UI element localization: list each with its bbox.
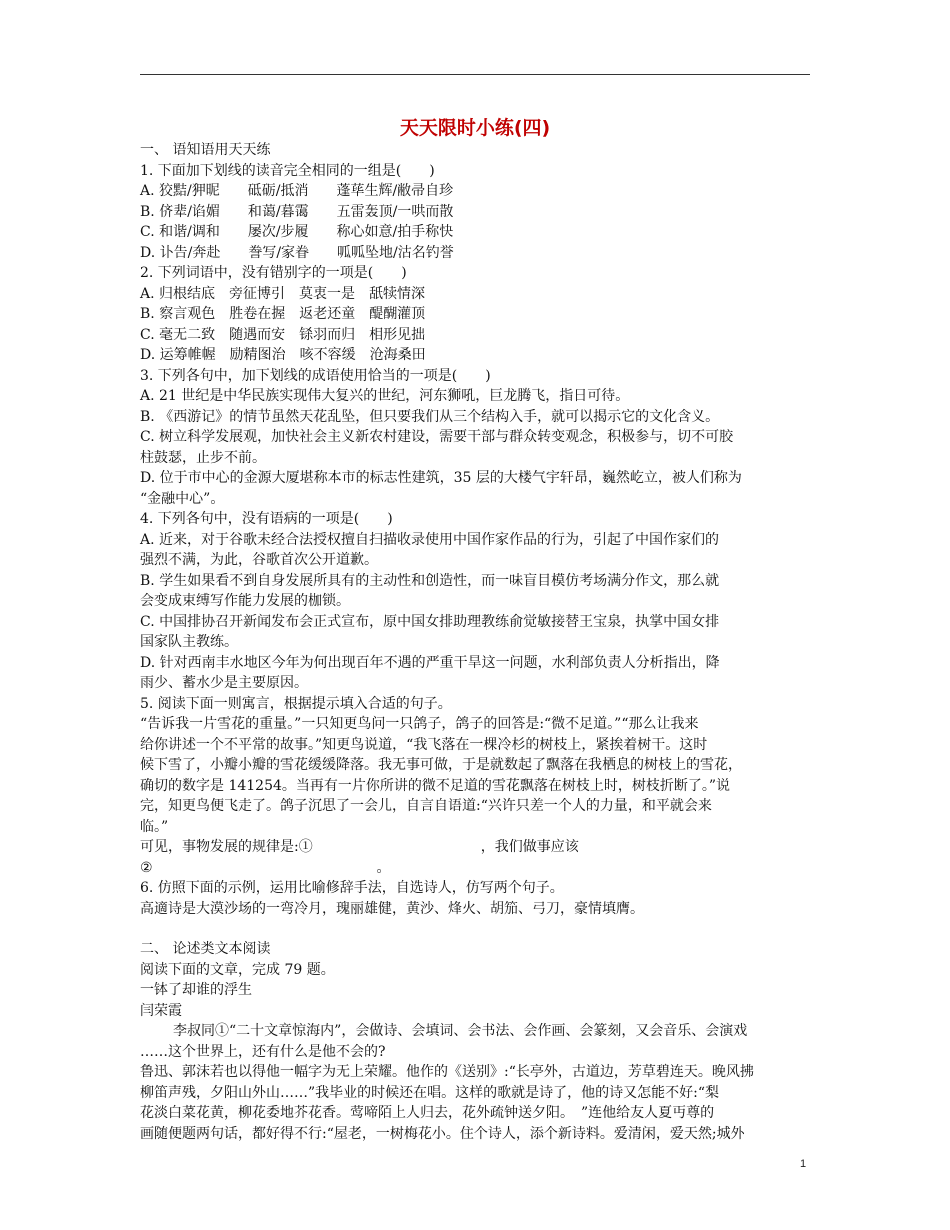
text-line: 柱鼓瑟，止步不前。 bbox=[140, 449, 266, 466]
text-line: 5. 阅读下面一则寓言，根据提示填入合适的句子。 bbox=[140, 695, 452, 712]
text-line: 雨少、蓄水少是主要原因。 bbox=[140, 675, 308, 691]
document-body bbox=[140, 140, 812, 1144]
text-line: A. 近来，对于谷歌未经合法授权擅自扫描收录使用中国作家作品的行为，引起了中国作家们的 bbox=[140, 531, 720, 548]
text-line: 会变成束缚写作能力发展的枷锁。 bbox=[140, 593, 350, 609]
text-line: 一、 语知语用天天练 bbox=[140, 142, 271, 158]
article-line: 柳笛声残，夕阳山外山……”我毕业的时候还在唱。这样的歌就是诗了，他的诗又怎能不好:“梨 bbox=[140, 1084, 720, 1101]
text-line: D. 运筹帷幄 励精图治 咳不容缓 沧海桑田 bbox=[140, 347, 426, 363]
text-line: 临。” bbox=[140, 818, 169, 835]
text-line: 强烈不满，为此，谷歌首次公开道歉。 bbox=[140, 552, 378, 568]
text-line: B. 学生如果看不到自身发展所具有的主动性和创造性，而一味盲目模仿考场满分作文，那么就 bbox=[140, 572, 720, 589]
article-line: 鲁迅、郭沫若也以得他一幅字为无上荣耀。他作的《送别》:“长亭外，古道边，芳草碧连天。晚风拂 bbox=[140, 1064, 754, 1080]
section-gap bbox=[140, 919, 812, 939]
article-body bbox=[140, 1042, 812, 1145]
text-line: C. 中国排协召开新闻发布会正式宣布，原中国女排助理教练俞觉敏接替王宝泉，执掌中国女排 bbox=[140, 613, 720, 630]
text-line: D. 针对西南丰水地区今年为何出现百年不遇的严重干旱这一问题，水利部负责人分析指出，降 bbox=[140, 654, 720, 671]
text-line: “金融中心”。 bbox=[140, 490, 225, 507]
text-line: 闫荣霞 bbox=[140, 1002, 182, 1019]
section-language-practice bbox=[140, 140, 812, 919]
text-line: A. 归根结底 旁征博引 莫衷一是 舐犊情深 bbox=[140, 285, 426, 302]
text-line: C. 和谐/调和 屡次/步履 称心如意/拍手称快 bbox=[140, 224, 454, 240]
text-line: 完，知更鸟便飞走了。鸽子沉思了一会儿，自言自语道:“兴许只差一个人的力量，和平就会来 bbox=[140, 798, 712, 814]
text-line: A. 21 世纪是中华民族实现伟大复兴的世纪，河东狮吼，巨龙腾飞，指日可待。 bbox=[140, 388, 630, 404]
text-line: 候下雪了，小瓣小瓣的雪花缓缓降落。我无事可做，于是就数起了飘落在我栖息的树枝上的雪花， bbox=[140, 757, 742, 773]
text-line: D. 讣告/奔赴 誊写/家眷 呱呱坠地/沽名钓誉 bbox=[140, 244, 454, 261]
text-line: 1. 下面加下划线的读音完全相同的一组是( ) bbox=[140, 162, 435, 179]
article-line: ……这个世界上，还有什么是他不会的? bbox=[140, 1043, 386, 1060]
text-line: 3. 下列各句中，加下划线的成语使用恰当的一项是( ) bbox=[140, 367, 491, 384]
text-line: C. 树立科学发展观，加快社会主义新农村建设，需要干部与群众转变观念，积极参与，切不可胶 bbox=[140, 429, 734, 445]
text-line: 高適诗是大漠沙场的一弯冷月，瑰丽雄健，黄沙、烽火、胡笳、弓刀，豪情填膺。 bbox=[140, 900, 644, 917]
text-line: 国家队主教练。 bbox=[140, 634, 238, 650]
text-line: 2. 下列词语中，没有错别字的一项是( ) bbox=[140, 265, 407, 281]
text-line: 一钵了却谁的浮生 bbox=[140, 982, 252, 998]
section-argumentative-reading bbox=[140, 939, 812, 1021]
header-rule bbox=[140, 74, 810, 75]
text-line: 阅读下面的文章，完成 79 题。 bbox=[140, 961, 335, 978]
text-line: 确切的数字是 141254。当再有一片你所讲的微不足道的雪花飘落在树枝上时，树枝折断了。”说 bbox=[140, 777, 731, 794]
text-line: B. 察言观色 胜卷在握 返老还童 醍醐灌顶 bbox=[140, 306, 426, 322]
text-line: ② 。 bbox=[140, 859, 391, 876]
text-line: 二、 论述类文本阅读 bbox=[140, 941, 271, 957]
text-line: 4. 下列各句中，没有语病的一项是( ) bbox=[140, 511, 393, 527]
article-line: 画随便题两句话，都好得不行:“屋老，一树梅花小。住个诗人，添个新诗料。爱清闲，爱天然;城外 bbox=[140, 1125, 745, 1142]
page-title: 天天限时小练(四) bbox=[399, 117, 551, 139]
text-line: “告诉我一片雪花的重量。”一只知更鸟问一只鸽子，鸽子的回答是:“微不足道。”“那么让我来 bbox=[140, 716, 699, 732]
page-number: 1 bbox=[800, 1158, 807, 1170]
article-line: 花淡白菜花黄，柳花委地芥花香。莺啼陌上人归去，花外疏钟送夕阳。 ”连他给友人夏丏尊的 bbox=[140, 1105, 715, 1121]
text-line: B. 《西游记》的情节虽然天花乱坠，但只要我们从三个结构入手，就可以揭示它的文化含义。 bbox=[140, 408, 720, 425]
text-line: A. 狡黠/狎昵 砥砺/抵消 蓬荜生辉/敝帚自珍 bbox=[140, 183, 454, 199]
text-line: B. 侪辈/谄媚 和蔼/暮霭 五雷轰顶/一哄而散 bbox=[140, 203, 454, 220]
text-line: 6. 仿照下面的示例，运用比喻修辞手法，自选诗人，仿写两个句子。 bbox=[140, 880, 564, 896]
text-line: 给你讲述一个不平常的故事。”知更鸟说道，“我飞落在一棵冷杉的树枝上，紧挨着树干。这时 bbox=[140, 736, 708, 753]
text-line: C. 毫无二致 随遇而安 铩羽而归 相形见拙 bbox=[140, 326, 426, 343]
text-line: D. 位于市中心的金源大厦堪称本市的标志性建筑，35 层的大楼气宇轩昂，巍然屹立，被人们称为 bbox=[140, 470, 742, 486]
text-line: 可见，事物发展的规律是:① ，我们做事应该 bbox=[140, 839, 579, 855]
article-first-line: 李叔同①“二十文章惊海内”，会做诗、会填词、会书法、会作画、会篆刻，又会音乐、会演戏 bbox=[173, 1023, 748, 1039]
